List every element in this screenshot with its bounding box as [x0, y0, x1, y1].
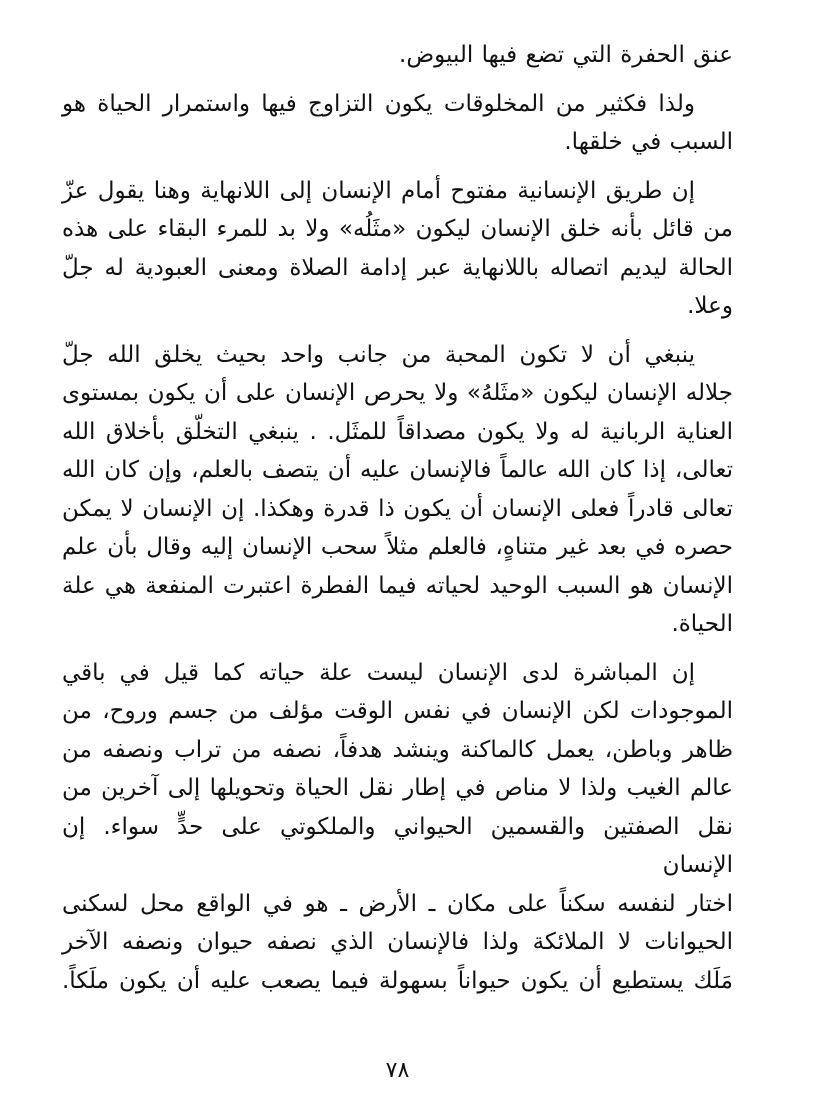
text-line: وعلا. [687, 293, 733, 319]
text-line: عنق الحفرة التي تضع فيها البيوض. [399, 42, 733, 68]
text-line: اختار لنفسه سكناً على مكان ـ الأرض ـ هو في الواقع محل لسكنى [62, 890, 733, 917]
text-line: ظاهر وباطن، يعمل كالماكنة وينشد هدفاً، نصفه من تراب ونصفه من [62, 736, 733, 763]
text-line: ينبغي أن لا تكون المحبة من جانب واحد بحيث يخلق الله جلّ [62, 341, 695, 368]
text-line: السبب في خلقها. [564, 129, 733, 155]
paragraph [62, 85, 733, 162]
paragraph [62, 36, 733, 75]
text-line: جلاله الإنسان ليكون «مثَلهُ» ولا يحرص الإنسان على أن يكون بمستوى [62, 380, 733, 406]
page-footer [0, 1058, 823, 1083]
text-line: حصره في بعد غير متناهٍ، فالعلم مثلاً سحب الإنسان إليه وقال بأن علم [62, 534, 733, 560]
page-number: ٧٨ [385, 1058, 410, 1083]
text-line: الإنسان هو السبب الوحيد لحياته فيما الفطرة اعتبرت المنفعة هي علة [62, 572, 733, 599]
paragraph [62, 336, 733, 644]
text-line: ولذا فكثير من المخلوقات يكون التزاوج فيها واستمرار الحياة هو [62, 90, 695, 117]
text-line: الحياة. [671, 611, 733, 637]
text-line: إن المباشرة لدى الإنسان ليست علة حياته كما قيل في باقي [62, 659, 695, 686]
paragraph [62, 654, 733, 1001]
text-line: نقل الصفتين والقسمين الحيواني والملكوتي على حدٍّ سواء. إن الإنسان [62, 813, 733, 878]
text-line: الحيوانات لا الملائكة ولذا فالإنسان الذي نصفه حيوان ونصفه الآخر [62, 929, 733, 955]
text-line: الحالة ليديم اتصاله باللانهاية عبر إدامة الصلاة ومعنى العبودية له جلّ [62, 254, 733, 281]
text-line: مَلَك يستطيع أن يكون حيواناً بسهولة فيما يصعب عليه أن يكون ملَكاً. [62, 967, 733, 994]
paragraph [62, 172, 733, 326]
text-line: تعالى، إذا كان الله عالماً فالإنسان عليه أن يتصف بالعلم، وإن كان الله [62, 457, 733, 483]
text-line: تعالى قادراً فعلى الإنسان أن يكون ذا قدرة وهكذا. إن الإنسان لا يمكن [62, 495, 733, 522]
text-line: الموجودات لكن الإنسان في نفس الوقت مؤلف من جسم وروح، من [62, 698, 733, 724]
text-line: إن طريق الإنسانية مفتوح أمام الإنسان إلى اللانهاية وهنا يقول عزّ [62, 177, 695, 204]
text-line: من قائل بأنه خلق الإنسان ليكون «مثَلُه» ولا بد للمرء البقاء على هذه [62, 216, 733, 242]
text-line: عالم الغيب ولذا لا مناص في إطار نقل الحياة وتحويلها إلى آخرين من [62, 775, 733, 801]
text-line: العناية الربانية له ولا يكون مصداقاً للمثَل. . ينبغي التخلّق بأخلاق الله [62, 418, 733, 445]
